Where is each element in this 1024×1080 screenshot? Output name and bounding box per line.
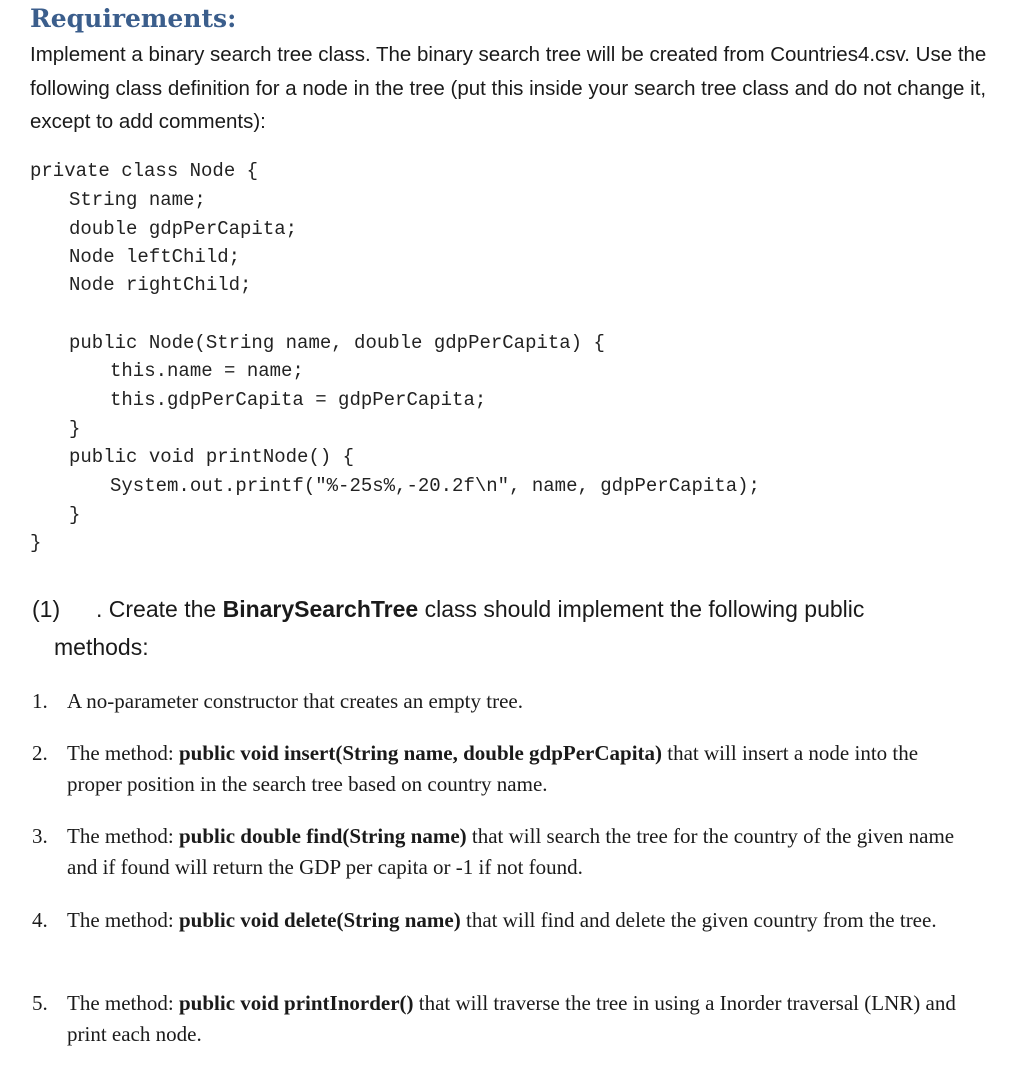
list-number: 3. <box>32 824 48 848</box>
code-line: public Node(String name, double gdpPerCapita) { <box>69 332 605 354</box>
list-text: The method: <box>67 741 179 765</box>
section-text-cont: methods: <box>54 634 149 660</box>
section-1 <box>32 590 992 666</box>
list-item <box>32 905 972 936</box>
class-name: BinarySearchTree <box>222 596 419 622</box>
code-line: Node rightChild; <box>69 274 252 296</box>
list-number: 4. <box>32 908 48 932</box>
code-line: public void printNode() { <box>69 446 355 468</box>
code-line: this.gdpPerCapita = gdpPerCapita; <box>110 389 487 411</box>
list-text: that will traverse the tree in using a Inorder traversal (LNR) and print each node. <box>67 991 956 1046</box>
list-item <box>32 686 972 717</box>
code-line: String name; <box>69 189 206 211</box>
list-item <box>32 738 972 800</box>
method-signature: public void insert(String name, double gdpPerCapita) <box>178 741 663 765</box>
section-text: class should implement the following public <box>418 596 865 622</box>
code-line: double gdpPerCapita; <box>69 218 298 240</box>
list-text: The method: <box>67 991 179 1015</box>
section-1-line <box>32 590 992 628</box>
code-line: } <box>30 532 42 554</box>
code-line: } <box>69 418 81 440</box>
method-signature: public void delete(String name) <box>178 908 461 932</box>
list-text: A no-parameter constructor that creates an empty tree. <box>67 689 523 713</box>
heading: Requirements: <box>30 4 237 33</box>
method-signature: public double find(String name) <box>178 824 467 848</box>
method-signature: public void printInorder() <box>178 991 414 1015</box>
list-number: 1. <box>32 689 48 713</box>
intro-paragraph: Implement a binary search tree class. The binary search tree will be created from Countries4.csv. Use the following class definition for a node in the tree (put this inside your search tree class and do not change it, except to add comments): <box>30 43 987 133</box>
section-text: . Create the <box>96 596 223 622</box>
list-text: The method: <box>67 824 179 848</box>
list-text: that will search the tree for the country of the given name and if found will return the GDP per capita or -1 if not found. <box>67 824 955 879</box>
code-line: this.name = name; <box>110 360 304 382</box>
code-line: private class Node { <box>30 160 259 182</box>
code-line: System.out.printf("%-25s%,-20.2f\n", name, gdpPerCapita); <box>110 475 760 497</box>
list-text: that will find and delete the given country from the tree. <box>460 908 937 932</box>
list-text: that will insert a node into the proper position in the search tree based on country name. <box>67 741 919 796</box>
section-number: (1) <box>32 596 61 622</box>
list-item <box>32 821 972 883</box>
code-line: } <box>69 504 81 526</box>
code-line: Node leftChild; <box>69 246 241 268</box>
list-number: 2. <box>32 741 48 765</box>
list-item <box>32 988 972 1050</box>
list-text: The method: <box>67 908 179 932</box>
list-number: 5. <box>32 991 48 1015</box>
